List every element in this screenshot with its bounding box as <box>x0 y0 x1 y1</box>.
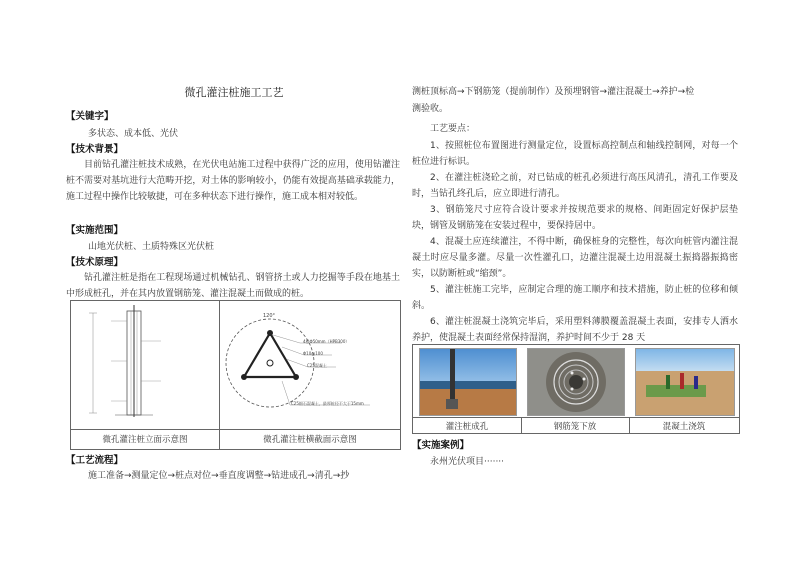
fine-concrete-note: C25细石混凝土，最厚桩径不大于15mm <box>291 401 364 406</box>
concrete-note: C25混凝土 <box>307 363 327 368</box>
photo-drilling <box>419 348 517 416</box>
process-flow-3: 测验收。 <box>412 104 449 114</box>
key-point-4: 4、混凝土应连续灌注，不得中断，确保桩身的完整性，每次向桩管内灌注混凝土时应尽量多灌。尽量一次性灌孔口，边灌注混凝土边用混凝土振捣器振捣密实，以防断桩或“缩颈”。 <box>412 237 738 279</box>
photo-caption-pouring: 混凝土浇筑 <box>662 422 706 432</box>
scope-text: 山地光伏桩、土质特殊区光伏桩 <box>88 242 215 252</box>
figure-box <box>70 300 401 450</box>
key-point-5: 5、灌注桩施工完毕，应制定合理的施工顺序和技术措施，防止桩的位移和倾斜。 <box>412 285 738 311</box>
photo-caption-cage: 钢筋笼下放 <box>553 422 597 432</box>
example-heading: 【实施案例】 <box>412 440 470 451</box>
key-point-1: 1、按照桩位布置图进行测量定位，设置标高控制点和轴线控制网，对每一个桩位进行标识。 <box>412 141 738 167</box>
page-title: 微孔灌注桩施工工艺 <box>184 86 284 99</box>
key-point-6: 6、灌注桩混凝土浇筑完毕后，采用塑料薄膜覆盖混凝土表面，安排专人洒水养护，使混凝土表面经常保持湿润，养护时间不少于 28 天 <box>412 317 738 343</box>
background-heading: 【技术背景】 <box>66 144 124 155</box>
key-point-2: 2、在灌注桩浇砼之前，对已钻成的桩孔必须进行高压风清孔，清孔工作要及时，当钻孔终孔后，应立即进行清孔。 <box>412 173 738 199</box>
photo-caption-drilling: 灌注桩成孔 <box>445 422 489 432</box>
elevation-caption: 微孔灌注桩立面示意图 <box>102 435 188 445</box>
keywords-heading: 【关键字】 <box>66 111 114 122</box>
rebar-note: 4根Φ50mm（HPB300） <box>303 339 350 344</box>
principle-heading: 【技术原理】 <box>66 257 124 268</box>
cross-section-caption: 微孔灌注桩横截面示意图 <box>263 435 357 445</box>
key-point-3: 3、钢筋笼尺寸应符合设计要求并按规范要求的规格、间距固定好保护层垫块，钢管及钢筋笼在安装过程中，要保持居中。 <box>412 205 738 231</box>
keywords-text: 多状态、成本低、光伏 <box>88 129 179 139</box>
process-heading: 【工艺流程】 <box>66 455 124 466</box>
background-text: 目前钻孔灌注桩技术成熟，在光伏电站施工过程中获得广泛的应用，使用钻灌注桩不需要对基坑进行大范畴开挖，对土体的影响较小，仍能有效提高基础承载能力，施工过程中操作比较敏捷，可在多种状态下进行操作，施工成本相对较低。 <box>66 160 400 202</box>
stirrup-note: Φ10@100 <box>303 351 323 356</box>
elevation-drawing <box>71 301 219 429</box>
principle-text: 钻孔灌注桩是指在工程现场通过机械钻孔、钢管挤土或人力挖掘等手段在地基土中形成桩孔，并在其内放置钢筋笼、灌注混凝土而做成的桩。 <box>66 273 400 299</box>
photo-pouring <box>635 348 735 416</box>
photo-strip <box>412 344 740 434</box>
process-flow-1: 施工准备→测量定位→桩点对位→垂直度调整→钻进成孔→清孔→抄 <box>88 471 350 481</box>
angle-label: 120° <box>263 313 276 319</box>
key-points-heading: 工艺要点： <box>430 124 476 134</box>
scope-heading: 【实施范围】 <box>66 225 124 236</box>
caption-divider <box>71 429 400 430</box>
photo-cage <box>527 348 625 416</box>
example-text: 永州光伏项目······· <box>430 457 505 467</box>
process-flow-2: 测桩顶标高→下钢筋笼（提前制作）及预埋钢管→灌注混凝土→养护→检 <box>412 87 695 97</box>
